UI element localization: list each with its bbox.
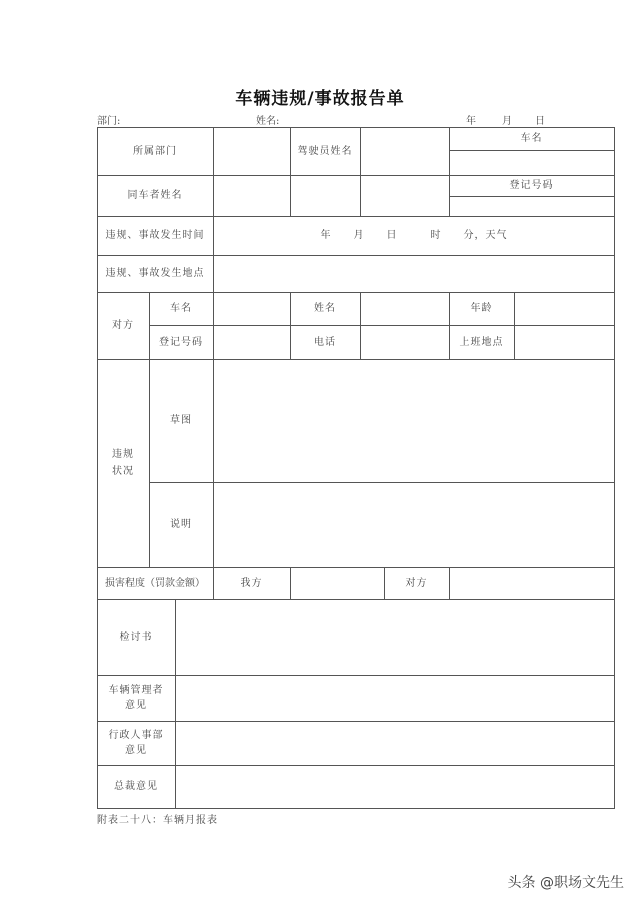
date-month: 月 (502, 116, 512, 127)
ceo-opinion-field[interactable] (176, 766, 614, 808)
description-label: 说明 (170, 519, 192, 530)
other-name-field[interactable] (361, 293, 449, 325)
other-car-name-label: 车名 (170, 303, 192, 314)
self-review-label: 检讨书 (119, 631, 153, 643)
other-work-place-field[interactable] (515, 326, 614, 359)
fleet-manager-opinion-label (97, 675, 175, 721)
passenger-label: 同车者姓名 (127, 190, 183, 201)
damage-label: 损害程度（罚款金额） (105, 577, 205, 589)
date-year: 年 (466, 116, 476, 127)
dept-label: 所属部门 (133, 145, 177, 157)
reg-no-field[interactable] (450, 197, 614, 216)
other-phone-field[interactable] (361, 326, 449, 359)
time-label: 违规、事故发生时间 (105, 230, 205, 241)
their-side-field[interactable] (450, 568, 614, 599)
watermark: 头条 @职场文先生 (507, 875, 624, 891)
admin-hr-line1: 行政人事部 (108, 730, 164, 741)
passenger-field-2[interactable] (291, 176, 360, 216)
other-party-label: 对方 (112, 320, 134, 331)
driver-field[interactable] (361, 128, 449, 175)
footer-note: 附表二十八：车辆月报表 (97, 815, 218, 826)
other-name-label: 姓名 (314, 303, 336, 314)
our-side-field[interactable] (291, 568, 384, 599)
admin-hr-opinion-label (97, 721, 175, 765)
violation-status-label (97, 359, 149, 567)
sketch-label: 草图 (170, 415, 192, 426)
place-label: 违规、事故发生地点 (105, 268, 205, 279)
driver-label: 驾驶员姓名 (297, 145, 353, 157)
other-reg-no-field[interactable] (214, 326, 290, 359)
place-field[interactable] (214, 256, 614, 292)
other-phone-label: 电话 (314, 336, 336, 348)
border (97, 808, 615, 809)
reg-no-label: 登记号码 (509, 180, 554, 191)
car-name-label: 车名 (520, 133, 543, 144)
fleet-manager-line1: 车辆管理者 (108, 685, 164, 696)
admin-hr-line2: 意见 (125, 745, 147, 756)
passenger-field-3[interactable] (361, 176, 449, 216)
time-field[interactable]: 年 月 日 时 分，天气 (320, 230, 508, 241)
fleet-manager-opinion-field[interactable] (176, 676, 614, 721)
other-reg-no-label: 登记号码 (159, 336, 203, 348)
name-label: 姓名: (256, 116, 280, 127)
passenger-field-1[interactable] (214, 176, 290, 216)
sketch-area[interactable] (214, 360, 614, 482)
page-title: 车辆违规/事故报告单 (235, 89, 405, 109)
self-review-field[interactable] (176, 600, 614, 675)
their-side-label: 对方 (405, 577, 428, 589)
date-day: 日 (535, 116, 545, 127)
ceo-opinion-label: 总裁意见 (114, 781, 158, 792)
border (614, 127, 615, 809)
admin-hr-opinion-field[interactable] (176, 722, 614, 765)
violation-label-line2: 状况 (112, 466, 134, 477)
violation-label-line1: 违规 (112, 449, 134, 460)
other-work-place-label: 上班地点 (459, 336, 504, 348)
department-label: 部门: (97, 116, 121, 127)
car-name-field[interactable] (450, 151, 614, 175)
other-age-label: 年龄 (470, 303, 493, 314)
other-age-field[interactable] (515, 293, 614, 325)
our-side-label: 我方 (240, 577, 263, 589)
other-car-name-field[interactable] (214, 293, 290, 325)
dept-field[interactable] (214, 128, 290, 175)
fleet-manager-line2: 意见 (125, 700, 147, 711)
description-area[interactable] (214, 483, 614, 567)
